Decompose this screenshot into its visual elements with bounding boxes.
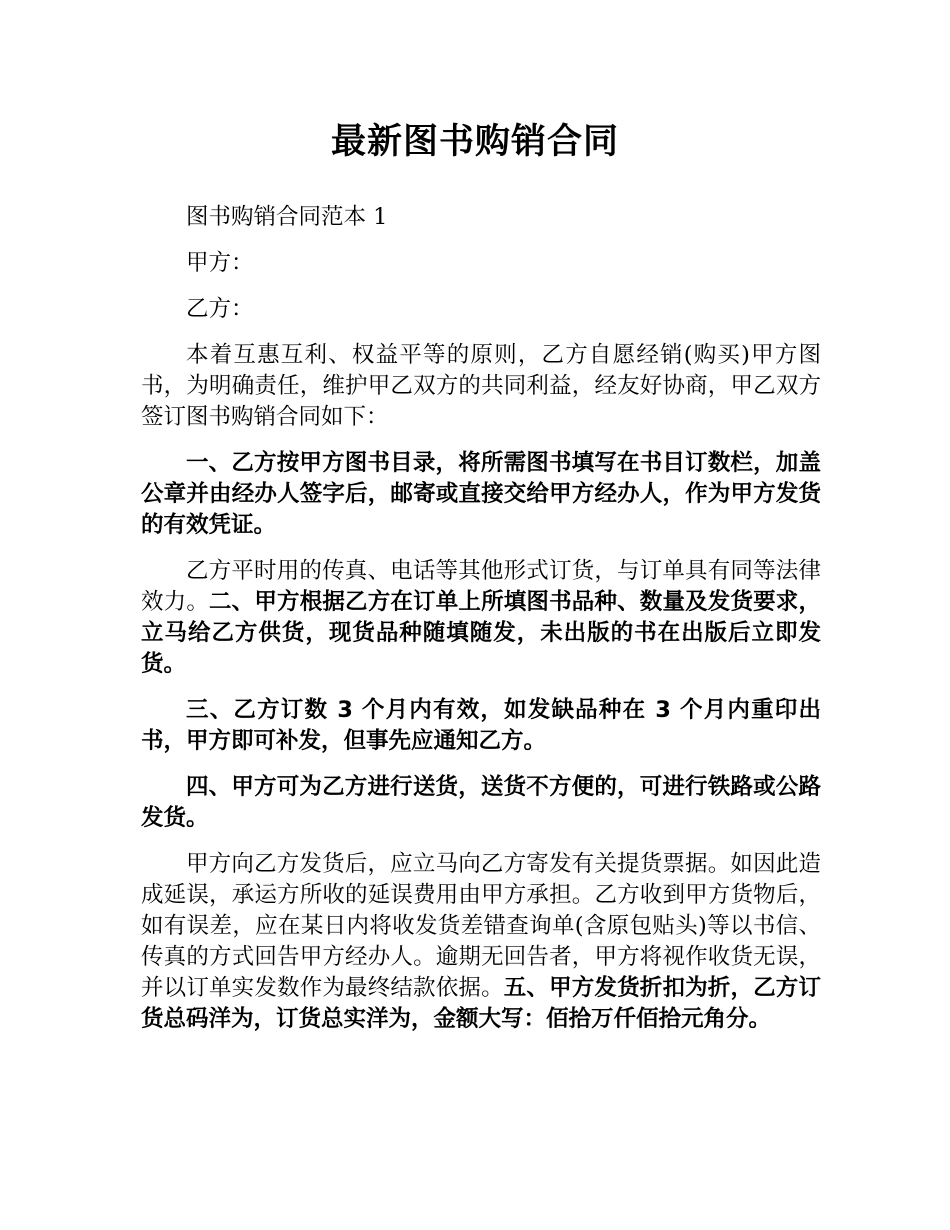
clause-2: 二、甲方根据乙方在订单上所填图书品种、数量及发货要求，立马给乙方供货，现货品种随填随发，未出版的书在出版后立即发货。 bbox=[141, 589, 821, 677]
clause-3: 三、乙方订数 3 个月内有效，如发缺品种在 3 个月内重印出书，甲方即可补发，但事先应通知乙方。 bbox=[141, 697, 821, 754]
clause-5: 五、甲方发货折扣为折，乙方订货总码洋为，订货总实洋为，金额大写：佰拾万仟佰拾元角分。 bbox=[141, 975, 821, 1032]
fax-order-text: 乙方平时用的传真、电话等其他形式订货，与订单具有同等法律效力。 bbox=[141, 558, 821, 615]
clause-1: 一、乙方按甲方图书目录，将所需图书填写在书目订数栏，加盖公章并由经办人签字后，邮寄或直接交给甲方经办人，作为甲方发货的有效凭证。 bbox=[141, 450, 821, 538]
party-b-line: 乙方： bbox=[186, 296, 254, 322]
party-a-line: 甲方： bbox=[186, 250, 254, 276]
intro-paragraph: 本着互惠互利、权益平等的原则，乙方自愿经销(购买)甲方图书，为明确责任，维护甲乙双方的共同利益，经友好协商，甲乙双方签订图书购销合同如下： bbox=[141, 342, 821, 430]
document-body bbox=[141, 202, 821, 1050]
document-title: 最新图书购销合同 bbox=[330, 122, 619, 162]
fax-order-paragraph bbox=[141, 556, 821, 680]
clause-4: 四、甲方可为乙方进行送货，送货不方便的，可进行铁路或公路发货。 bbox=[141, 774, 821, 831]
delivery-paragraph bbox=[141, 849, 821, 1035]
contract-subtitle: 图书购销合同范本 1 bbox=[186, 204, 388, 230]
delivery-text: 甲方向乙方发货后，应立马向乙方寄发有关提货票据。如因此造成延误，承运方所收的延误费用由甲方承担。乙方收到甲方货物后，如有误差，应在某日内将收发货差错查询单(含原包贴头)等以书信、传真的方式回告甲方经办人。逾期无回告者，甲方将视作收货无误，并以订单实发数作为最终结款依据。 bbox=[141, 851, 821, 1001]
